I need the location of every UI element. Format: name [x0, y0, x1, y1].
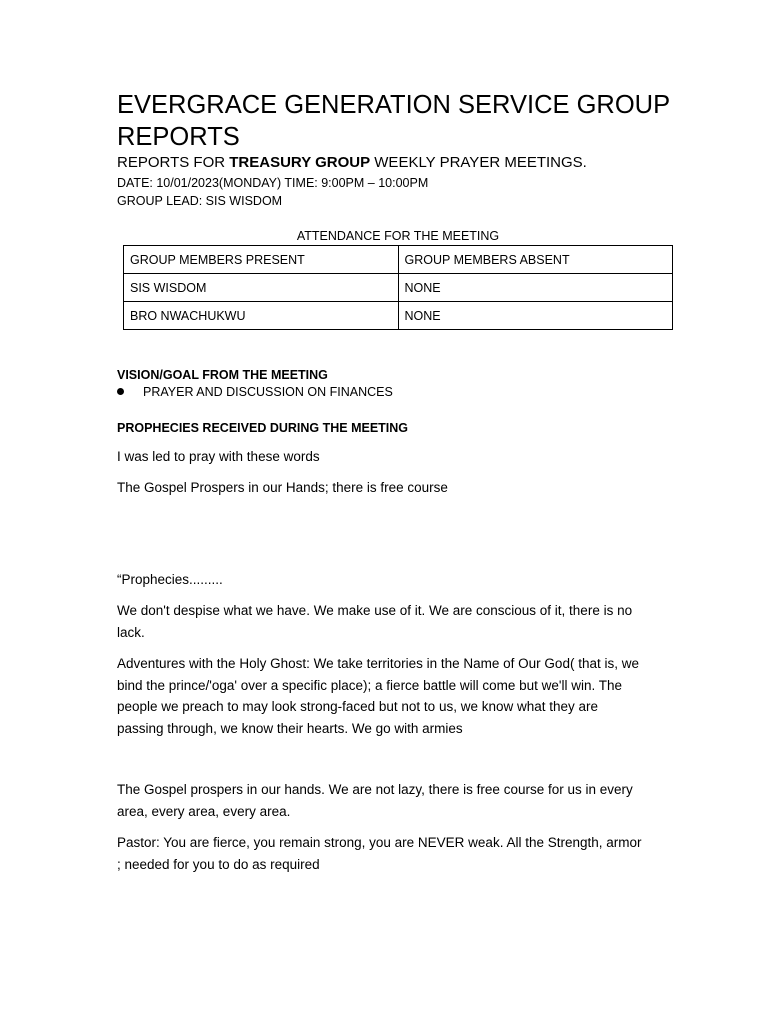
paragraph: Adventures with the Holy Ghost: We take territories in the Name of Our God( that is, we bind the prince/'oga' over a specific place); a fierce battle will come but we'll win. The people we preach to may look strong-faced but not to us, we know what they are passing through, we know their hearts. We go with armies [117, 656, 639, 736]
vision-item-text: PRAYER AND DISCUSSION ON FINANCES [143, 385, 393, 399]
present-cell: BRO NWACHUKWU [124, 302, 399, 330]
paragraph: The Gospel Prospers in our Hands; there is free course [117, 480, 448, 495]
vision-heading: VISION/GOAL FROM THE MEETING [117, 368, 328, 382]
header-absent: GROUP MEMBERS ABSENT [398, 246, 673, 274]
paragraph: The Gospel prospers in our hands. We are not lazy, there is free course for us in every area, every area, every area. [117, 782, 633, 819]
table-row [124, 302, 673, 330]
paragraph: We don't despise what we have. We make use of it. We are conscious of it, there is no lack. [117, 603, 633, 640]
bullet-icon [117, 388, 124, 395]
subtitle-group-name: TREASURY GROUP [229, 154, 371, 171]
header-present: GROUP MEMBERS PRESENT [124, 246, 399, 274]
group-lead: GROUP LEAD: SIS WISDOM [117, 194, 283, 208]
attendance-caption: ATTENDANCE FOR THE MEETING [296, 229, 500, 243]
table-header-row [124, 246, 673, 274]
subtitle-suffix: WEEKLY PRAYER MEETINGS. [370, 154, 587, 171]
paragraph: Pastor: You are fierce, you remain strong, you are NEVER weak. All the Strength, armor ; needed for you to do as required [117, 835, 642, 872]
table-row [124, 274, 673, 302]
report-subtitle [117, 153, 587, 173]
meeting-date-time: DATE: 10/01/2023(MONDAY) TIME: 9:00PM – 10:00PM [117, 176, 429, 190]
prophecies-heading: PROPHECIES RECEIVED DURING THE MEETING [117, 421, 409, 435]
paragraph: “Prophecies......... [117, 572, 223, 587]
subtitle-prefix: REPORTS FOR [117, 154, 230, 171]
absent-cell: NONE [398, 302, 673, 330]
vision-list-item [117, 384, 393, 400]
present-cell: SIS WISDOM [124, 274, 399, 302]
absent-cell: NONE [398, 274, 673, 302]
paragraph: I was led to pray with these words [117, 449, 320, 464]
document-title: EVERGRACE GENERATION SERVICE GROUP REPORTS [117, 91, 670, 151]
attendance-table [123, 245, 673, 330]
